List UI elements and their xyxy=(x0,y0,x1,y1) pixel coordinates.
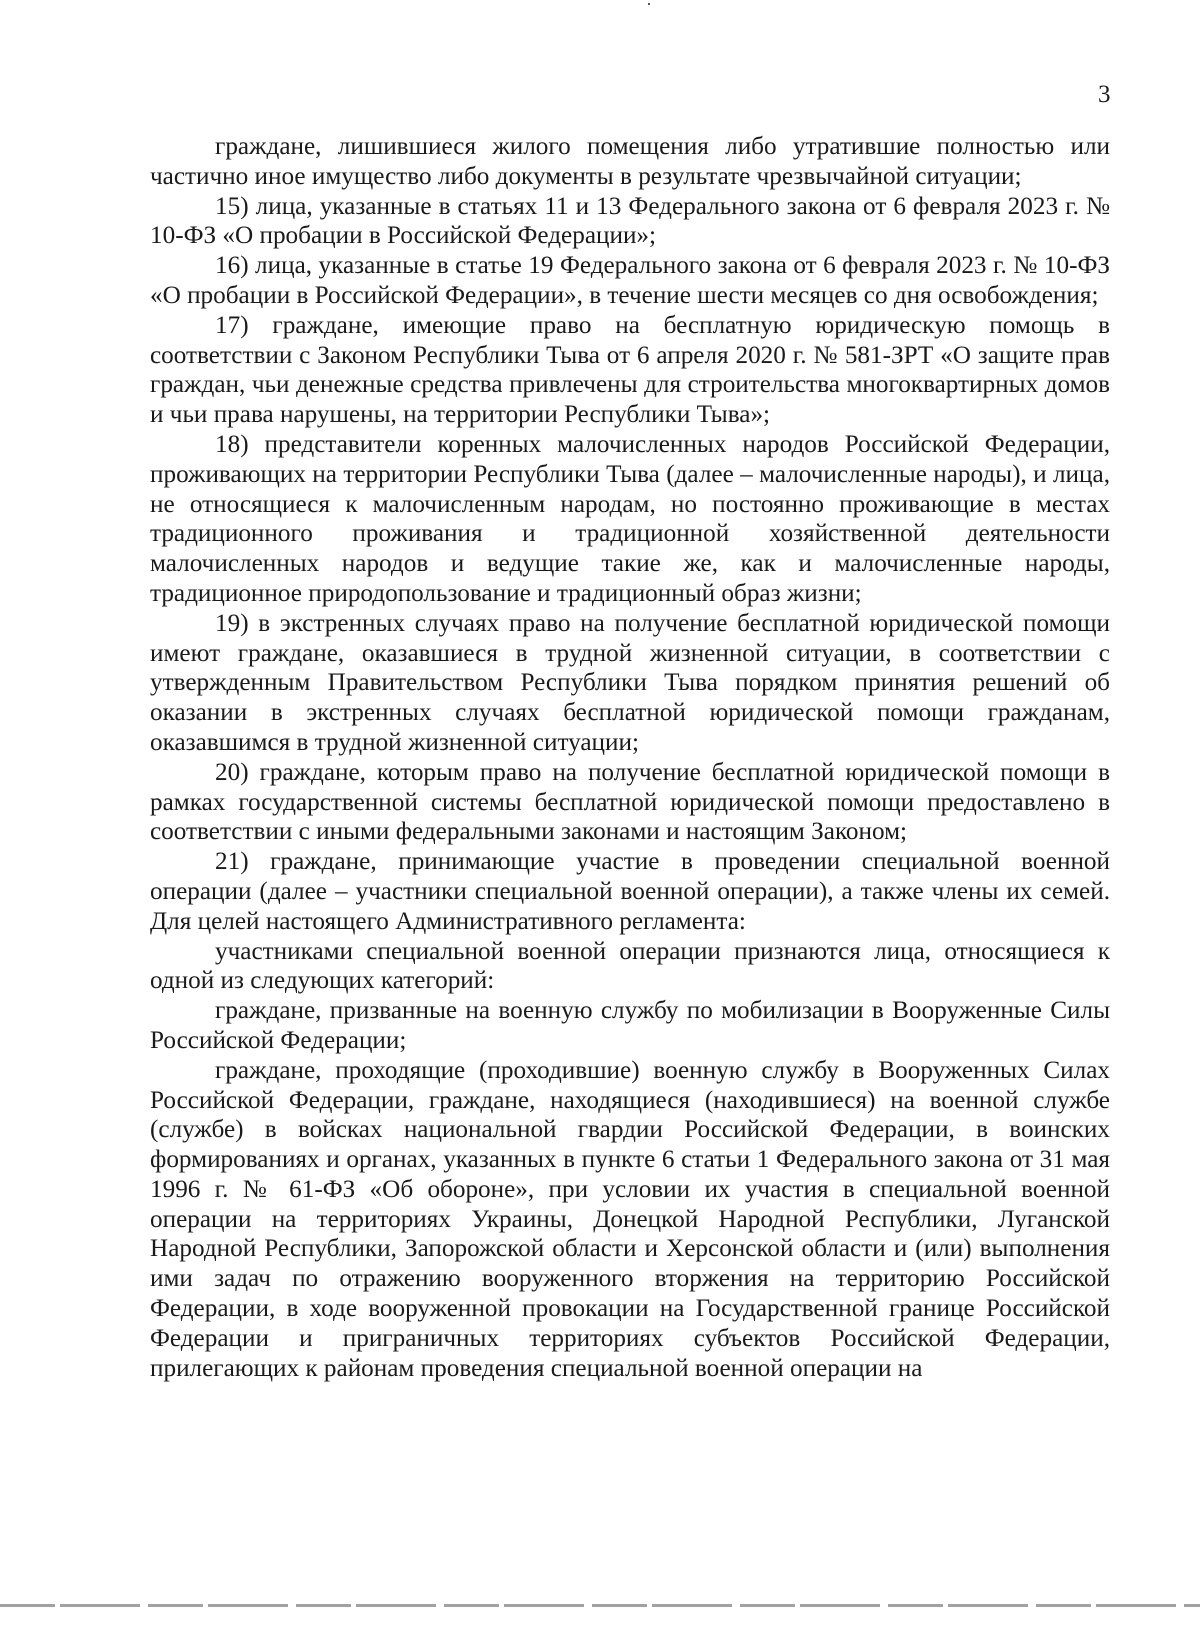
scan-artifact xyxy=(648,3,650,5)
paragraph-item-17: 17) граждане, имеющие право на бесплатную юридическую помощь в соответствии с Законом Республики Тыва от 6 апреля 2020 г. № 581-ЗРТ «О защите прав граждан, чьи денежные средства привлечены для строительства многоквартирных домов и чьи права нарушены, на территории Республики Тыва»; xyxy=(150,311,1110,429)
paragraph-item-15: 15) лица, указанные в статьях 11 и 13 Федерального закона от 6 февраля 2023 г. № 10-ФЗ «О пробации в Российской Федерации»; xyxy=(150,192,1110,250)
paragraph-svo-definition: участниками специальной военной операции признаются лица, относящиеся к одной из следующих категорий: xyxy=(150,937,1110,995)
paragraph-item-19: 19) в экстренных случаях право на получение бесплатной юридической помощи имеют граждане, оказавшиеся в трудной жизненной ситуации, в соответствии с утвержденным Правительством Республики Тыва порядком принятия решений об оказании в экстренных случаях бесплатной юридической помощи гражданам, оказавшимся в трудной жизненной ситуации; xyxy=(150,609,1110,756)
paragraph-item-20: 20) граждане, которым право на получение бесплатной юридической помощи в рамках государственной системы бесплатной юридической помощи предоставлено в соответствии с иными федеральными законами и настоящим Законом; xyxy=(150,758,1110,846)
paragraph-svo-servicemen: граждане, проходящие (проходившие) военную службу в Вооруженных Силах Российской Федерации, граждане, находящиеся (находившиеся) на военной службе (службе) в войсках национальной гвардии Российской Федерации, в воинских формированиях и органах, указанных в пункте 6 статьи 1 Федерального закона от 31 мая 1996 г. № 61-ФЗ «Об обороне», при условии их участия в специальной военной операции на территориях Украины, Донецкой Народной Республики, Луганской Народной Республики, Запорожской области и Херсонской области и (или) выполнения ими задач по отражению вооруженного вторжения на территорию Российской Федерации, в ходе вооруженной провокации на Государственной границе Российской Федерации и приграничных территориях субъектов Российской Федерации, прилегающих к районам проведения специальной военной операции на xyxy=(150,1056,1110,1382)
page-number: 3 xyxy=(1098,81,1111,108)
paragraph-item-21: 21) граждане, принимающие участие в проведении специальной военной операции (далее – участники специальной военной операции), а также члены их семей. Для целей настоящего Административного регламента: xyxy=(150,848,1110,935)
paragraph-item-18: 18) представители коренных малочисленных народов Российской Федерации, проживающих на территории Республики Тыва (далее – малочисленные народы), и лица, не относящиеся к малочисленным народам, но постоянно проживающие в местах традиционного проживания и традиционной хозяйственной деятельности малочисленных народов и ведущие такие же, как и малочисленные народы, традиционное природопользование и традиционный образ жизни; xyxy=(150,430,1110,607)
document-body xyxy=(150,132,1110,1383)
paragraph-continuation: граждане, лишившиеся жилого помещения либо утратившие полностью или частично иное имущество либо документы в результате чрезвычайной ситуации; xyxy=(150,133,1110,190)
scan-bottom-edge xyxy=(0,1604,1200,1607)
paragraph-item-16: 16) лица, указанные в статье 19 Федерального закона от 6 февраля 2023 г. № 10-ФЗ «О пробации в Российской Федерации», в течение шести месяцев со дня освобождения; xyxy=(150,252,1110,309)
paragraph-svo-mobilized: граждане, призванные на военную службу по мобилизации в Вооруженные Силы Российской Федерации; xyxy=(150,997,1110,1054)
